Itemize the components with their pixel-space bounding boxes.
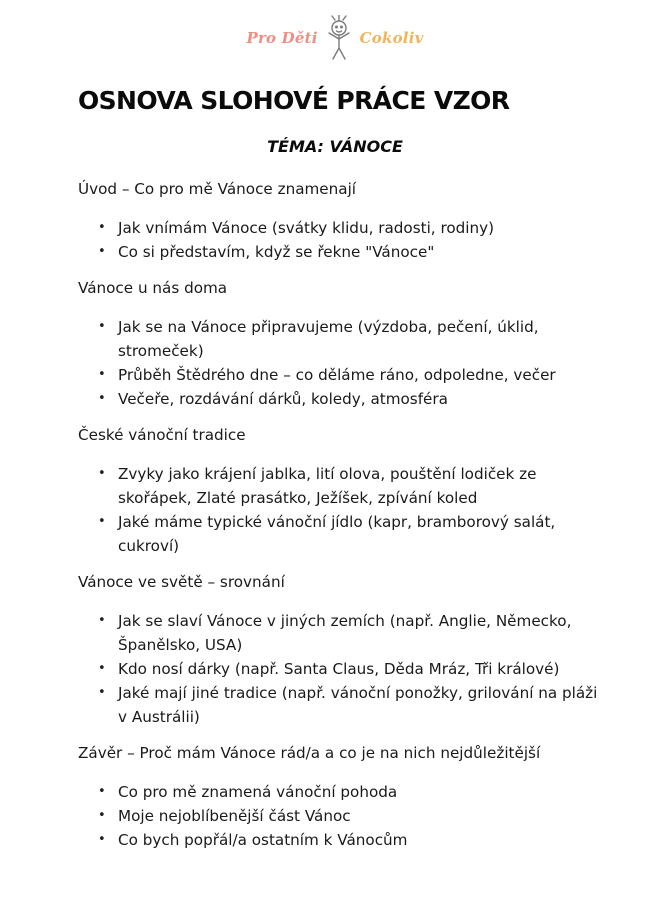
list-item: • Jak se slaví Vánoce v jiných zemích (např. Anglie, Německo, Španělsko, USA) bbox=[78, 609, 608, 657]
page-subtitle: TÉMA: VÁNOCE bbox=[267, 137, 403, 156]
section-heading-svet: Vánoce ve světě – srovnání bbox=[78, 573, 285, 591]
page-title: OSNOVA SLOHOVÉ PRÁCE VZOR bbox=[78, 86, 510, 115]
section-heading-zaver: Závěr – Proč mám Vánoce rád/a a co je na nich nejdůležitější bbox=[78, 744, 541, 762]
list-item: • Jak vnímám Vánoce (svátky klidu, radosti, rodiny) bbox=[78, 216, 608, 240]
brand-logo bbox=[0, 10, 670, 66]
list-item: • Kdo nosí dárky (např. Santa Claus, Děda Mráz, Tři králové) bbox=[78, 657, 608, 681]
bullet-list bbox=[78, 315, 608, 411]
bullet-list bbox=[78, 216, 608, 264]
list-item: • Průběh Štědrého dne – co děláme ráno, odpoledne, večer bbox=[78, 363, 608, 387]
outline-content bbox=[78, 178, 608, 852]
child-figure-icon bbox=[322, 15, 356, 61]
list-item: • Moje nejoblíbenější část Vánoc bbox=[78, 804, 608, 828]
list-item: • Co si představím, když se řekne "Vánoce" bbox=[78, 240, 608, 264]
bullet-list bbox=[78, 462, 608, 558]
list-item: • Jak se na Vánoce připravujeme (výzdoba, pečení, úklid, stromeček) bbox=[78, 315, 608, 363]
bullet-list bbox=[78, 780, 608, 852]
section-heading-tradice: České vánoční tradice bbox=[78, 426, 246, 444]
list-item: • Co pro mě znamená vánoční pohoda bbox=[78, 780, 608, 804]
bullet-list bbox=[78, 609, 608, 729]
section-heading-doma: Vánoce u nás doma bbox=[78, 279, 228, 297]
list-item: • Zvyky jako krájení jablka, lití olova, pouštění lodiček ze skořápek, Zlaté prasátko, Ježíšek, zpívání koled bbox=[78, 462, 608, 510]
list-item: • Jaké mají jiné tradice (např. vánoční ponožky, grilování na pláži v Austrálii) bbox=[78, 681, 608, 729]
list-item: • Co bych popřál/a ostatním k Vánocům bbox=[78, 828, 608, 852]
logo-text-left: Pro Děti bbox=[246, 29, 318, 47]
logo-text-right: Cokoliv bbox=[359, 29, 424, 47]
list-item: • Večeře, rozdávání dárků, koledy, atmosféra bbox=[78, 387, 608, 411]
list-item: • Jaké máme typické vánoční jídlo (kapr, bramborový salát, cukroví) bbox=[78, 510, 608, 558]
section-heading-uvod: Úvod – Co pro mě Vánoce znamenají bbox=[78, 180, 357, 198]
